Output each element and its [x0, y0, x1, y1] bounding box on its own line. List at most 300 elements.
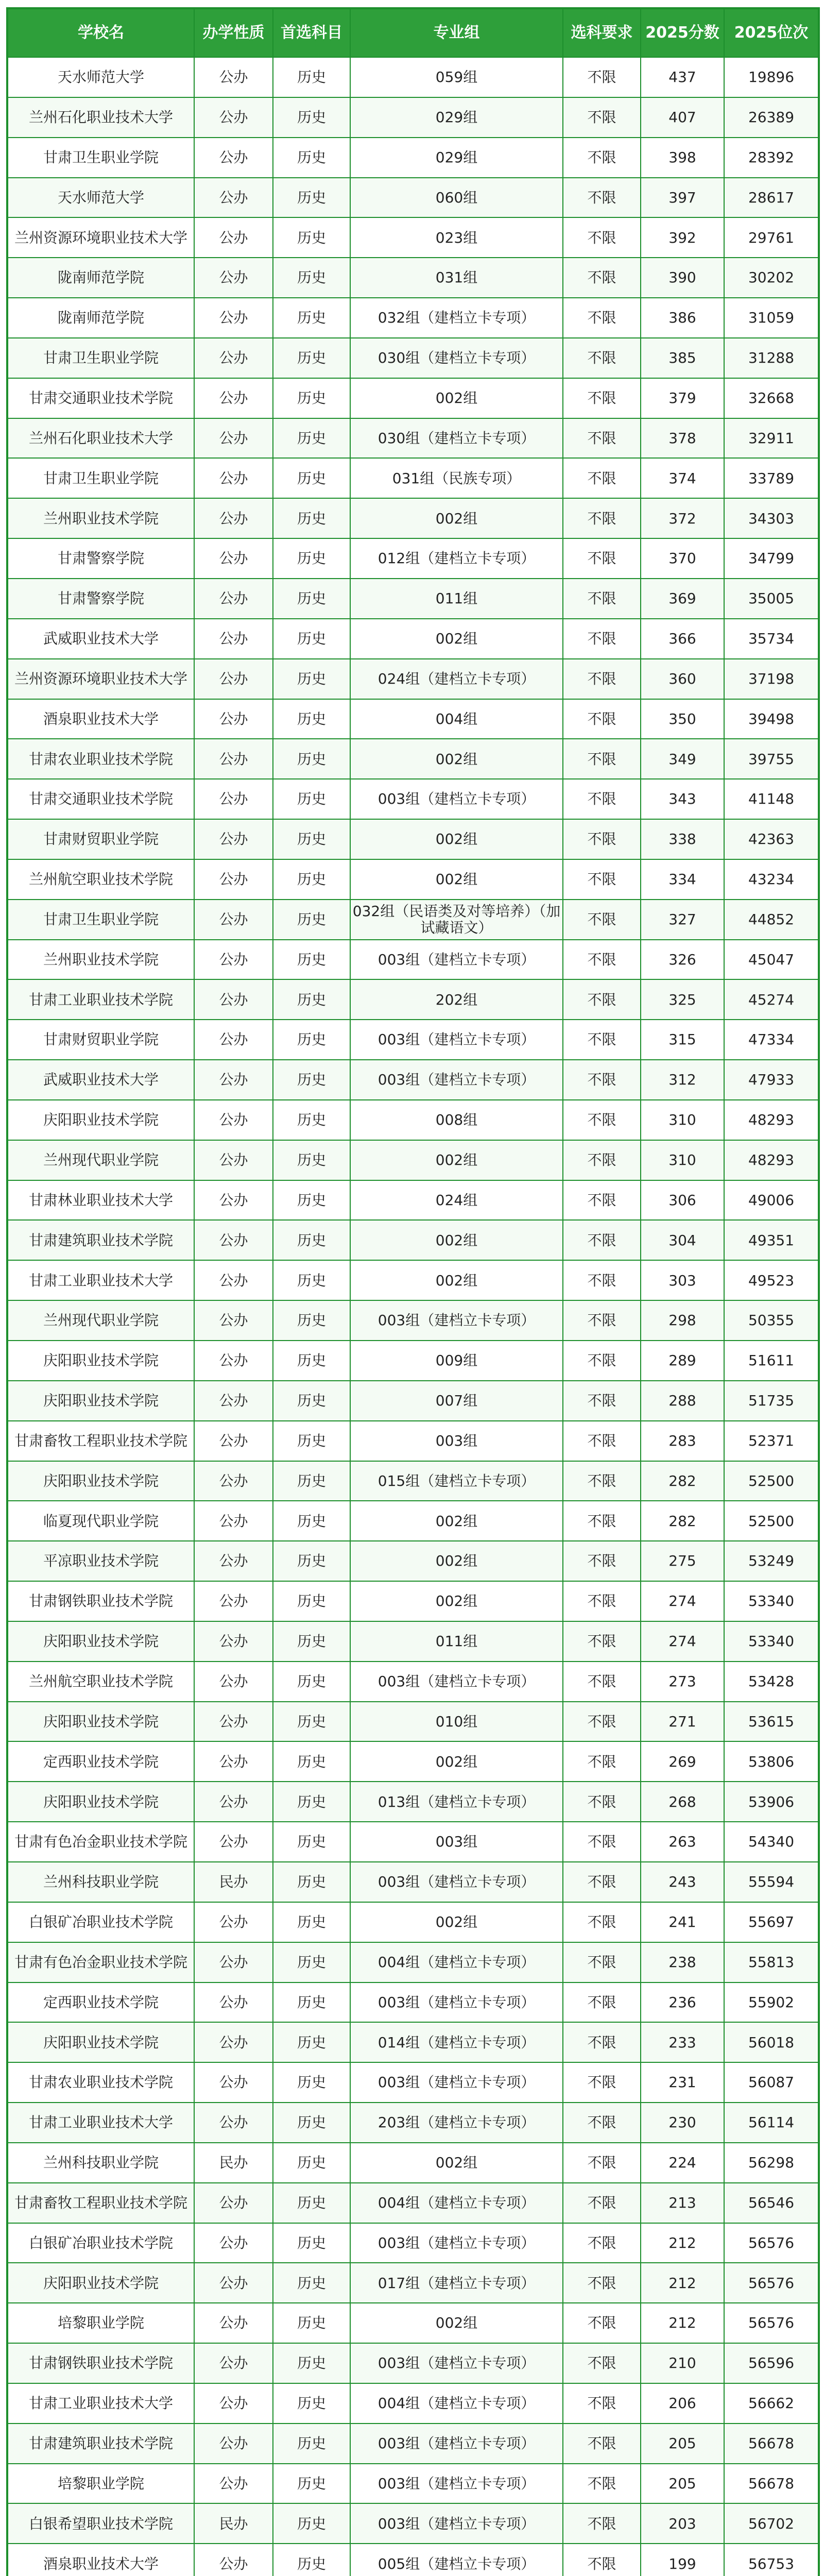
- rank-cell: 45274: [724, 979, 819, 1020]
- score-cell: 315: [641, 1020, 724, 1060]
- school-name-cell: 甘肃交通职业技术学院: [7, 779, 194, 819]
- subject-requirement-cell: 不限: [563, 979, 641, 1020]
- school-type-cell: 公办: [194, 258, 273, 298]
- major-group-cell: 002组: [350, 1741, 563, 1782]
- major-group-cell: 003组（建档立卡专项）: [350, 1982, 563, 2023]
- table-header-row: [7, 8, 819, 57]
- school-type-cell: 公办: [194, 1942, 273, 1982]
- first-subject-cell: 历史: [273, 2383, 350, 2424]
- major-group-cell: 002组: [350, 619, 563, 659]
- first-subject-cell: 历史: [273, 1741, 350, 1782]
- subject-requirement-cell: 不限: [563, 1100, 641, 1140]
- major-group-cell: 002组: [350, 498, 563, 538]
- major-group-cell: 023组: [350, 217, 563, 258]
- table-row: [7, 2183, 819, 2223]
- school-name-cell: 兰州石化职业技术大学: [7, 418, 194, 459]
- major-group-cell: 202组: [350, 979, 563, 1020]
- first-subject-cell: 历史: [273, 619, 350, 659]
- table-row: [7, 1020, 819, 1060]
- subject-requirement-cell: 不限: [563, 2464, 641, 2504]
- subject-requirement-cell: 不限: [563, 1020, 641, 1060]
- school-type-cell: 公办: [194, 2343, 273, 2383]
- score-cell: 370: [641, 538, 724, 579]
- rank-cell: 39498: [724, 699, 819, 739]
- rank-cell: 47933: [724, 1060, 819, 1100]
- table-row: [7, 1741, 819, 1782]
- school-type-cell: 公办: [194, 1581, 273, 1621]
- school-name-cell: 甘肃工业职业技术大学: [7, 2383, 194, 2424]
- score-cell: 273: [641, 1662, 724, 1702]
- table-row: [7, 2103, 819, 2143]
- subject-requirement-cell: 不限: [563, 1381, 641, 1421]
- school-type-cell: 公办: [194, 819, 273, 859]
- subject-requirement-cell: 不限: [563, 2143, 641, 2183]
- rank-cell: 52500: [724, 1501, 819, 1541]
- rank-cell: 39755: [724, 739, 819, 779]
- first-subject-cell: 历史: [273, 1822, 350, 1862]
- school-type-cell: 公办: [194, 138, 273, 178]
- score-cell: 274: [641, 1581, 724, 1621]
- table-row: [7, 779, 819, 819]
- subject-requirement-cell: 不限: [563, 2544, 641, 2576]
- school-type-cell: 公办: [194, 1060, 273, 1100]
- school-type-cell: 公办: [194, 2544, 273, 2576]
- school-name-cell: 甘肃卫生职业学院: [7, 900, 194, 940]
- subject-requirement-cell: 不限: [563, 498, 641, 538]
- major-group-cell: 003组: [350, 1822, 563, 1862]
- rank-cell: 56596: [724, 2343, 819, 2383]
- subject-requirement-cell: 不限: [563, 2343, 641, 2383]
- header-score-2025: 2025分数: [641, 8, 724, 57]
- score-cell: 203: [641, 2503, 724, 2544]
- school-name-cell: 庆阳职业技术学院: [7, 2263, 194, 2303]
- subject-requirement-cell: 不限: [563, 1501, 641, 1541]
- first-subject-cell: 历史: [273, 859, 350, 900]
- rank-cell: 49523: [724, 1260, 819, 1300]
- first-subject-cell: 历史: [273, 1621, 350, 1662]
- first-subject-cell: 历史: [273, 940, 350, 980]
- major-group-cell: 003组（建档立卡专项）: [350, 2343, 563, 2383]
- school-type-cell: 公办: [194, 338, 273, 378]
- school-name-cell: 甘肃建筑职业技术学院: [7, 2424, 194, 2464]
- subject-requirement-cell: 不限: [563, 418, 641, 459]
- score-cell: 378: [641, 418, 724, 459]
- rank-cell: 41148: [724, 779, 819, 819]
- major-group-cell: 002组: [350, 2303, 563, 2343]
- table-row: [7, 1982, 819, 2023]
- first-subject-cell: 历史: [273, 1862, 350, 1902]
- rank-cell: 35005: [724, 579, 819, 619]
- school-name-cell: 兰州科技职业学院: [7, 2143, 194, 2183]
- subject-requirement-cell: 不限: [563, 1220, 641, 1260]
- table-row: [7, 900, 819, 940]
- school-type-cell: 公办: [194, 1461, 273, 1501]
- first-subject-cell: 历史: [273, 378, 350, 418]
- table-row: [7, 1621, 819, 1662]
- rank-cell: 51735: [724, 1381, 819, 1421]
- subject-requirement-cell: 不限: [563, 2263, 641, 2303]
- major-group-cell: 004组（建档立卡专项）: [350, 1942, 563, 1982]
- school-name-cell: 兰州科技职业学院: [7, 1862, 194, 1902]
- first-subject-cell: 历史: [273, 2143, 350, 2183]
- school-type-cell: 公办: [194, 1501, 273, 1541]
- table-row: [7, 57, 819, 97]
- subject-requirement-cell: 不限: [563, 2103, 641, 2143]
- school-name-cell: 甘肃工业职业技术学院: [7, 979, 194, 1020]
- major-group-cell: 024组: [350, 1180, 563, 1221]
- rank-cell: 53340: [724, 1621, 819, 1662]
- first-subject-cell: 历史: [273, 1982, 350, 2023]
- table-row: [7, 138, 819, 178]
- score-cell: 407: [641, 97, 724, 138]
- rank-cell: 56678: [724, 2424, 819, 2464]
- rank-cell: 52371: [724, 1421, 819, 1461]
- major-group-cell: 004组（建档立卡专项）: [350, 2183, 563, 2223]
- score-cell: 269: [641, 1741, 724, 1782]
- table-row: [7, 739, 819, 779]
- rank-cell: 34799: [724, 538, 819, 579]
- school-name-cell: 庆阳职业技术学院: [7, 1381, 194, 1421]
- rank-cell: 48293: [724, 1100, 819, 1140]
- table-row: [7, 859, 819, 900]
- score-cell: 350: [641, 699, 724, 739]
- rank-cell: 51611: [724, 1341, 819, 1381]
- score-cell: 212: [641, 2263, 724, 2303]
- table-row: [7, 338, 819, 378]
- subject-requirement-cell: 不限: [563, 1741, 641, 1782]
- score-cell: 283: [641, 1421, 724, 1461]
- score-cell: 303: [641, 1260, 724, 1300]
- subject-requirement-cell: 不限: [563, 1942, 641, 1982]
- major-group-cell: 003组（建档立卡专项）: [350, 2062, 563, 2103]
- first-subject-cell: 历史: [273, 338, 350, 378]
- major-group-cell: 013组（建档立卡专项）: [350, 1782, 563, 1822]
- subject-requirement-cell: 不限: [563, 819, 641, 859]
- major-group-cell: 007组: [350, 1381, 563, 1421]
- school-type-cell: 公办: [194, 779, 273, 819]
- school-type-cell: 公办: [194, 2062, 273, 2103]
- rank-cell: 50355: [724, 1300, 819, 1341]
- school-name-cell: 甘肃钢铁职业技术学院: [7, 1581, 194, 1621]
- rank-cell: 49351: [724, 1220, 819, 1260]
- school-type-cell: 公办: [194, 2464, 273, 2504]
- table-row: [7, 258, 819, 298]
- first-subject-cell: 历史: [273, 2103, 350, 2143]
- subject-requirement-cell: 不限: [563, 659, 641, 699]
- rank-cell: 43234: [724, 859, 819, 900]
- score-cell: 338: [641, 819, 724, 859]
- school-type-cell: 公办: [194, 1220, 273, 1260]
- first-subject-cell: 历史: [273, 1421, 350, 1461]
- header-rank-2025: 2025位次: [724, 8, 819, 57]
- rank-cell: 53615: [724, 1702, 819, 1742]
- school-type-cell: 公办: [194, 2303, 273, 2343]
- major-group-cell: 030组（建档立卡专项）: [350, 418, 563, 459]
- table-row: [7, 538, 819, 579]
- major-group-cell: 004组: [350, 699, 563, 739]
- score-cell: 206: [641, 2383, 724, 2424]
- school-name-cell: 甘肃林业职业技术大学: [7, 1180, 194, 1221]
- rank-cell: 55697: [724, 1902, 819, 1942]
- table-row: [7, 1140, 819, 1180]
- table-body: [7, 57, 819, 2576]
- first-subject-cell: 历史: [273, 1461, 350, 1501]
- score-cell: 212: [641, 2303, 724, 2343]
- major-group-cell: 003组（建档立卡专项）: [350, 2503, 563, 2544]
- major-group-cell: 060组: [350, 178, 563, 218]
- score-cell: 243: [641, 1862, 724, 1902]
- subject-requirement-cell: 不限: [563, 859, 641, 900]
- first-subject-cell: 历史: [273, 97, 350, 138]
- major-group-cell: 011组: [350, 1621, 563, 1662]
- major-group-cell: 002组: [350, 859, 563, 900]
- school-name-cell: 陇南师范学院: [7, 258, 194, 298]
- school-type-cell: 公办: [194, 2424, 273, 2464]
- school-name-cell: 甘肃农业职业技术学院: [7, 739, 194, 779]
- first-subject-cell: 历史: [273, 458, 350, 498]
- school-type-cell: 公办: [194, 940, 273, 980]
- school-name-cell: 定西职业技术学院: [7, 1982, 194, 2023]
- rank-cell: 33789: [724, 458, 819, 498]
- subject-requirement-cell: 不限: [563, 2503, 641, 2544]
- score-cell: 327: [641, 900, 724, 940]
- first-subject-cell: 历史: [273, 2503, 350, 2544]
- first-subject-cell: 历史: [273, 57, 350, 97]
- rank-cell: 52500: [724, 1461, 819, 1501]
- subject-requirement-cell: 不限: [563, 2062, 641, 2103]
- table-row: [7, 217, 819, 258]
- school-type-cell: 公办: [194, 1260, 273, 1300]
- school-name-cell: 培黎职业学院: [7, 2464, 194, 2504]
- school-type-cell: 公办: [194, 1982, 273, 2023]
- table-row: [7, 1300, 819, 1341]
- first-subject-cell: 历史: [273, 819, 350, 859]
- school-name-cell: 甘肃有色冶金职业技术学院: [7, 1822, 194, 1862]
- school-name-cell: 兰州资源环境职业技术大学: [7, 659, 194, 699]
- table-row: [7, 1260, 819, 1300]
- subject-requirement-cell: 不限: [563, 1060, 641, 1100]
- table-row: [7, 2424, 819, 2464]
- table-row: [7, 1220, 819, 1260]
- first-subject-cell: 历史: [273, 1782, 350, 1822]
- rank-cell: 55813: [724, 1942, 819, 1982]
- score-cell: 385: [641, 338, 724, 378]
- school-name-cell: 甘肃卫生职业学院: [7, 138, 194, 178]
- major-group-cell: 002组: [350, 378, 563, 418]
- school-type-cell: 公办: [194, 2022, 273, 2062]
- school-name-cell: 庆阳职业技术学院: [7, 1100, 194, 1140]
- score-cell: 263: [641, 1822, 724, 1862]
- first-subject-cell: 历史: [273, 2062, 350, 2103]
- rank-cell: 56662: [724, 2383, 819, 2424]
- score-cell: 298: [641, 1300, 724, 1341]
- major-group-cell: 003组: [350, 1421, 563, 1461]
- first-subject-cell: 历史: [273, 1020, 350, 1060]
- school-type-cell: 公办: [194, 1381, 273, 1421]
- first-subject-cell: 历史: [273, 699, 350, 739]
- rank-cell: 47334: [724, 1020, 819, 1060]
- major-group-cell: 031组（民族专项）: [350, 458, 563, 498]
- first-subject-cell: 历史: [273, 1662, 350, 1702]
- rank-cell: 56298: [724, 2143, 819, 2183]
- first-subject-cell: 历史: [273, 739, 350, 779]
- school-name-cell: 兰州资源环境职业技术大学: [7, 217, 194, 258]
- table-row: [7, 2223, 819, 2263]
- first-subject-cell: 历史: [273, 2424, 350, 2464]
- table-row: [7, 1381, 819, 1421]
- score-cell: 310: [641, 1100, 724, 1140]
- first-subject-cell: 历史: [273, 2343, 350, 2383]
- major-group-cell: 003组（建档立卡专项）: [350, 2464, 563, 2504]
- major-group-cell: 002组: [350, 1581, 563, 1621]
- rank-cell: 26389: [724, 97, 819, 138]
- table-row: [7, 579, 819, 619]
- subject-requirement-cell: 不限: [563, 458, 641, 498]
- rank-cell: 56546: [724, 2183, 819, 2223]
- school-name-cell: 兰州现代职业学院: [7, 1300, 194, 1341]
- rank-cell: 28392: [724, 138, 819, 178]
- header-school-name: 学校名: [7, 8, 194, 57]
- table-row: [7, 659, 819, 699]
- school-type-cell: 公办: [194, 498, 273, 538]
- subject-requirement-cell: 不限: [563, 779, 641, 819]
- first-subject-cell: 历史: [273, 1902, 350, 1942]
- subject-requirement-cell: 不限: [563, 178, 641, 218]
- table-row: [7, 1421, 819, 1461]
- major-group-cell: 032组（民语类及对等培养）（加试藏语文）: [350, 900, 563, 940]
- rank-cell: 37198: [724, 659, 819, 699]
- school-type-cell: 公办: [194, 1421, 273, 1461]
- school-type-cell: 公办: [194, 2223, 273, 2263]
- score-cell: 360: [641, 659, 724, 699]
- major-group-cell: 002组: [350, 739, 563, 779]
- subject-requirement-cell: 不限: [563, 1581, 641, 1621]
- table-row: [7, 2343, 819, 2383]
- score-cell: 282: [641, 1461, 724, 1501]
- table-row: [7, 178, 819, 218]
- rank-cell: 30202: [724, 258, 819, 298]
- score-cell: 326: [641, 940, 724, 980]
- school-name-cell: 兰州石化职业技术大学: [7, 97, 194, 138]
- school-type-cell: 公办: [194, 1541, 273, 1581]
- rank-cell: 44852: [724, 900, 819, 940]
- subject-requirement-cell: 不限: [563, 538, 641, 579]
- school-type-cell: 公办: [194, 1100, 273, 1140]
- subject-requirement-cell: 不限: [563, 1541, 641, 1581]
- first-subject-cell: 历史: [273, 1060, 350, 1100]
- school-name-cell: 兰州现代职业学院: [7, 1140, 194, 1180]
- subject-requirement-cell: 不限: [563, 940, 641, 980]
- school-type-cell: 公办: [194, 1621, 273, 1662]
- table-row: [7, 1060, 819, 1100]
- school-type-cell: 公办: [194, 458, 273, 498]
- table-row: [7, 418, 819, 459]
- school-type-cell: 公办: [194, 1140, 273, 1180]
- school-type-cell: 公办: [194, 659, 273, 699]
- school-name-cell: 白银矿冶职业技术学院: [7, 1902, 194, 1942]
- subject-requirement-cell: 不限: [563, 1260, 641, 1300]
- school-name-cell: 兰州职业技术学院: [7, 498, 194, 538]
- first-subject-cell: 历史: [273, 2303, 350, 2343]
- first-subject-cell: 历史: [273, 1942, 350, 1982]
- score-cell: 386: [641, 298, 724, 338]
- school-name-cell: 兰州航空职业技术学院: [7, 859, 194, 900]
- school-type-cell: 公办: [194, 1020, 273, 1060]
- major-group-cell: 031组: [350, 258, 563, 298]
- rank-cell: 53340: [724, 1581, 819, 1621]
- school-name-cell: 酒泉职业技术大学: [7, 699, 194, 739]
- school-name-cell: 庆阳职业技术学院: [7, 2022, 194, 2062]
- major-group-cell: 002组: [350, 1220, 563, 1260]
- major-group-cell: 011组: [350, 579, 563, 619]
- major-group-cell: 015组（建档立卡专项）: [350, 1461, 563, 1501]
- first-subject-cell: 历史: [273, 1300, 350, 1341]
- table-row: [7, 2062, 819, 2103]
- school-type-cell: 公办: [194, 1702, 273, 1742]
- rank-cell: 55594: [724, 1862, 819, 1902]
- major-group-cell: 003组（建档立卡专项）: [350, 1300, 563, 1341]
- first-subject-cell: 历史: [273, 1541, 350, 1581]
- table-row: [7, 1822, 819, 1862]
- subject-requirement-cell: 不限: [563, 258, 641, 298]
- score-cell: 312: [641, 1060, 724, 1100]
- school-name-cell: 庆阳职业技术学院: [7, 1341, 194, 1381]
- score-cell: 390: [641, 258, 724, 298]
- major-group-cell: 203组（建档立卡专项）: [350, 2103, 563, 2143]
- subject-requirement-cell: 不限: [563, 900, 641, 940]
- major-group-cell: 005组（建档立卡专项）: [350, 2544, 563, 2576]
- school-name-cell: 武威职业技术大学: [7, 1060, 194, 1100]
- school-type-cell: 公办: [194, 378, 273, 418]
- school-type-cell: 公办: [194, 739, 273, 779]
- major-group-cell: 002组: [350, 2143, 563, 2183]
- major-group-cell: 003组（建档立卡专项）: [350, 2424, 563, 2464]
- major-group-cell: 002组: [350, 819, 563, 859]
- score-cell: 369: [641, 579, 724, 619]
- first-subject-cell: 历史: [273, 138, 350, 178]
- score-cell: 325: [641, 979, 724, 1020]
- first-subject-cell: 历史: [273, 2022, 350, 2062]
- table-row: [7, 2544, 819, 2576]
- school-type-cell: 公办: [194, 57, 273, 97]
- school-type-cell: 公办: [194, 1902, 273, 1942]
- header-first-subject: 首选科目: [273, 8, 350, 57]
- school-type-cell: 公办: [194, 2103, 273, 2143]
- subject-requirement-cell: 不限: [563, 217, 641, 258]
- first-subject-cell: 历史: [273, 1581, 350, 1621]
- first-subject-cell: 历史: [273, 217, 350, 258]
- major-group-cell: 004组（建档立卡专项）: [350, 2383, 563, 2424]
- first-subject-cell: 历史: [273, 2183, 350, 2223]
- first-subject-cell: 历史: [273, 498, 350, 538]
- score-cell: 238: [641, 1942, 724, 1982]
- subject-requirement-cell: 不限: [563, 1902, 641, 1942]
- school-name-cell: 酒泉职业技术大学: [7, 2544, 194, 2576]
- score-cell: 271: [641, 1702, 724, 1742]
- first-subject-cell: 历史: [273, 1260, 350, 1300]
- table-row: [7, 979, 819, 1020]
- score-cell: 213: [641, 2183, 724, 2223]
- school-name-cell: 白银希望职业技术学院: [7, 2503, 194, 2544]
- table-row: [7, 378, 819, 418]
- school-type-cell: 公办: [194, 1822, 273, 1862]
- first-subject-cell: 历史: [273, 979, 350, 1020]
- rank-cell: 35734: [724, 619, 819, 659]
- school-type-cell: 公办: [194, 699, 273, 739]
- major-group-cell: 030组（建档立卡专项）: [350, 338, 563, 378]
- school-name-cell: 庆阳职业技术学院: [7, 1782, 194, 1822]
- score-cell: 310: [641, 1140, 724, 1180]
